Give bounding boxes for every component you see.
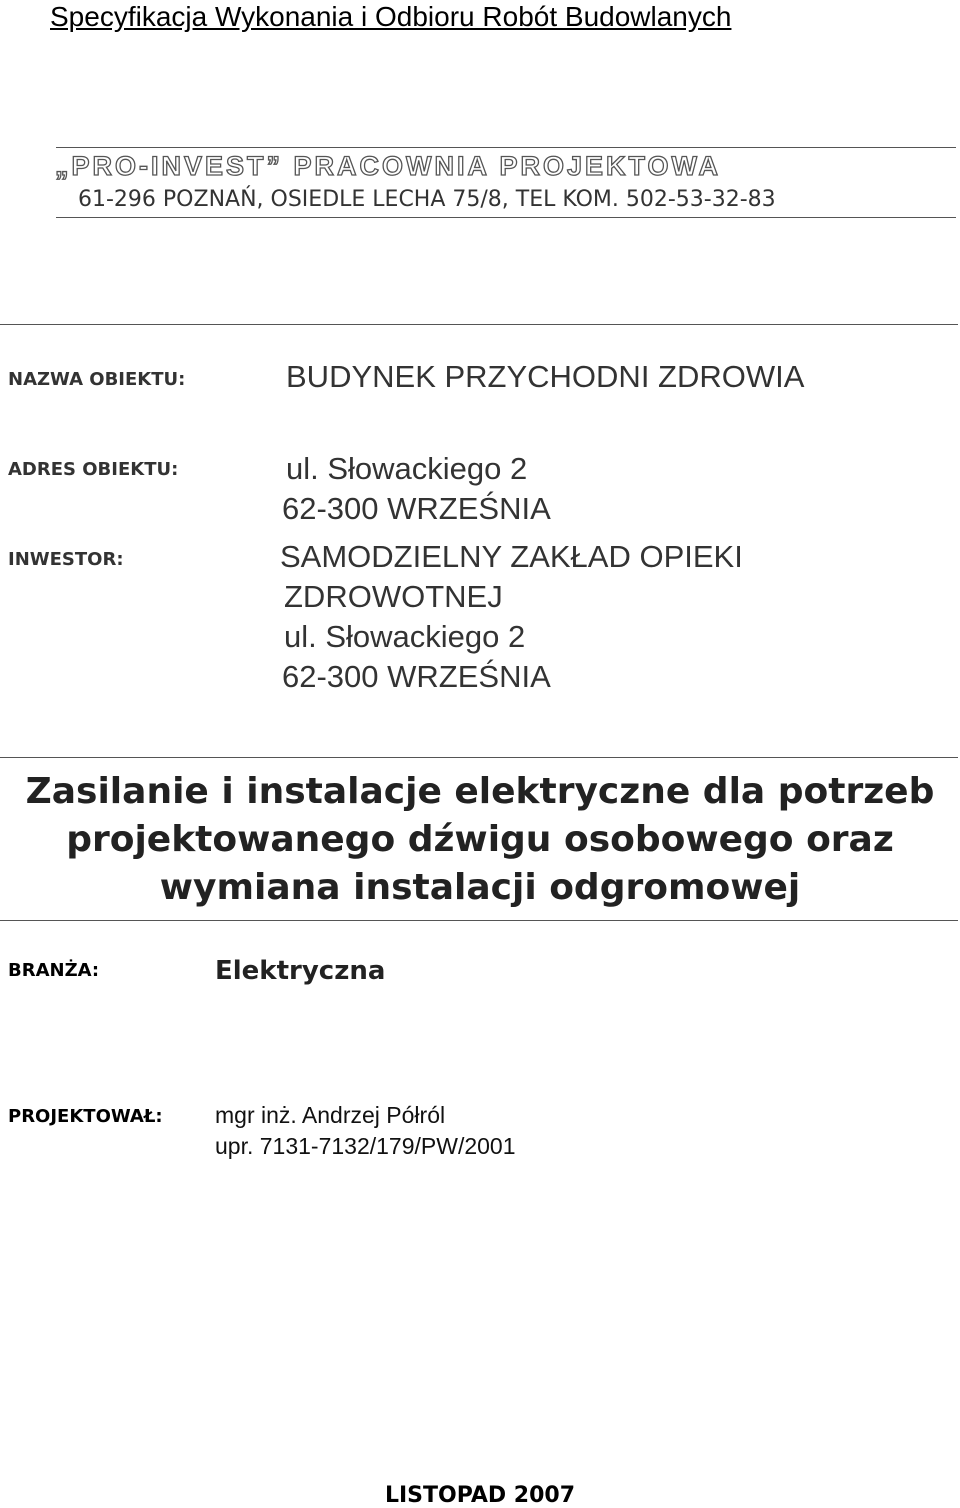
- designer-license: upr. 7131-7132/179/PW/2001: [215, 1133, 516, 1159]
- document-title: Specyfikacja Wykonania i Odbioru Robót Budowlanych: [50, 1, 732, 32]
- company-address: 61-296 POZNAŃ, OSIEDLE LECHA 75/8, TEL KOM. 502-53-32-83: [78, 187, 776, 212]
- investor-name-line1: SAMODZIELNY ZAKŁAD OPIEKI: [280, 539, 743, 574]
- object-name: BUDYNEK PRZYCHODNI ZDROWIA: [286, 359, 805, 394]
- branch-value: Elektryczna: [215, 956, 386, 986]
- subject-block: [0, 768, 960, 912]
- divider-top: [56, 147, 956, 148]
- divider-subject-top: [0, 757, 958, 758]
- subject-line3: wymiana instalacji odgromowej: [159, 867, 801, 908]
- investor-street: ul. Słowackiego 2: [284, 619, 526, 654]
- subject-line1: Zasilanie i instalacje elektryczne dla potrzeb: [25, 771, 935, 812]
- designer-name: mgr inż. Andrzej Półról: [215, 1102, 446, 1128]
- object-address-label: ADRES OBIEKTU:: [8, 459, 179, 480]
- object-address-street: ul. Słowackiego 2: [286, 451, 528, 486]
- company-name: „PRO-INVEST” PRACOWNIA PROJEKTOWA: [55, 151, 722, 181]
- investor-label: INWESTOR:: [8, 549, 124, 570]
- subject-line2: projektowanego dźwigu osobowego oraz: [66, 819, 894, 860]
- divider-subject-bottom: [0, 920, 958, 921]
- object-name-label: NAZWA OBIEKTU:: [8, 369, 186, 390]
- divider-object: [0, 324, 958, 325]
- investor-city: 62-300 WRZEŚNIA: [282, 659, 551, 694]
- divider-company: [56, 217, 956, 218]
- investor-name-line2: ZDROWOTNEJ: [284, 579, 503, 614]
- document-date: LISTOPAD 2007: [384, 1483, 576, 1508]
- designer-label: PROJEKTOWAŁ:: [8, 1106, 163, 1127]
- object-address-city: 62-300 WRZEŚNIA: [282, 491, 551, 526]
- branch-label: BRANŻA:: [8, 960, 100, 981]
